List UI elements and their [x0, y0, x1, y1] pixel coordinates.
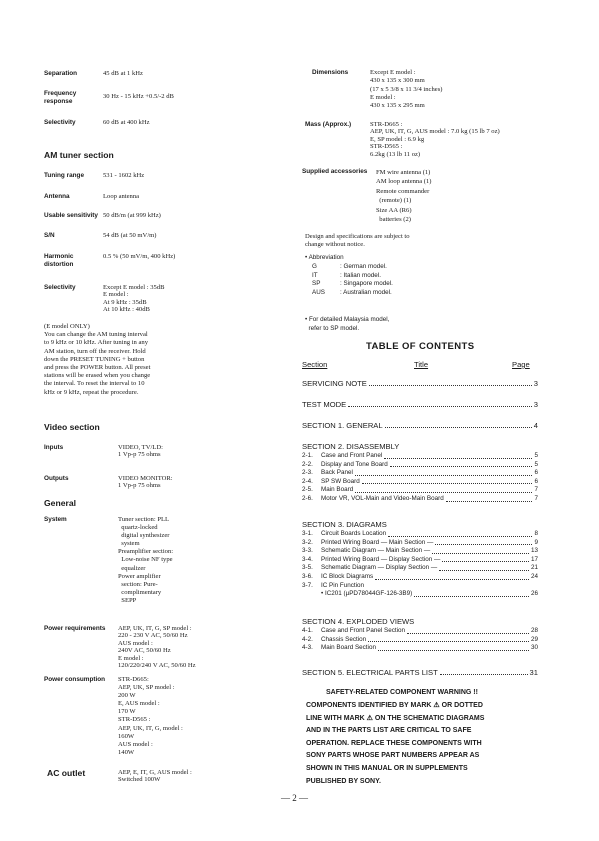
spec-label-system: System [44, 516, 67, 523]
toc-col-title: Title [414, 360, 429, 369]
general-heading: General [44, 498, 77, 508]
toc-group-heading[interactable]: SECTION 2. DISASSEMBLY [302, 442, 400, 451]
spec-label-selectivity: Selectivity [44, 119, 76, 126]
toc-col-page: Page [512, 360, 530, 369]
spec-label-power-requirements: Power requirements [44, 625, 106, 632]
safety-warning-body [306, 700, 484, 788]
spec-label-usable-sensitivity: Usable sensitivity [44, 212, 98, 219]
toc-item[interactable]: 2-5. Main Board 7 [302, 486, 538, 494]
spec-value-mass: STR-D665 : AEP, UK, IT, G, AUS model : 7.0 kg (15 lb 7 oz) E, SP model : 6.9 kg STR-D565 : 6.2kg (13 lb 11 oz) [370, 121, 500, 158]
toc-group-exploded-views [302, 627, 538, 653]
toc-group-diagrams [302, 530, 538, 599]
spec-label-mass: Mass (Approx.) [305, 121, 352, 128]
safety-warning-line: COMPONENTS IDENTIFIED BY MARK ⚠ OR DOTTED [306, 702, 483, 709]
toc-entry-section-5[interactable]: SECTION 5. ELECTRICAL PARTS LIST 31 [302, 668, 538, 677]
malaysia-note: • For detailed Malaysia model, refer to SP model. [305, 316, 390, 332]
toc-col-section: Section [302, 360, 328, 369]
spec-value-supplied-accessories: FM wire antenna (1) AM loop antenna (1) Remote commander (remote) (1) Size AA (R6) batteries (2) [376, 169, 432, 224]
spec-label-sn: S/N [44, 232, 55, 239]
spec-value-antenna: Loop antenna [103, 193, 140, 200]
toc-group-disassembly [302, 452, 538, 504]
toc-item[interactable]: 3-5. Schematic Diagram — Display Section — 21 [302, 564, 538, 572]
toc-item[interactable]: 3-2. Printed Wiring Board — Main Section — 9 [302, 538, 538, 546]
spec-value-system: Tuner section: PLL quartz-locked digital synthesizer system Preamplifier section: Low-noise NF type equalizer Power amplifier section: Pure- complimentary SEPP [118, 516, 174, 604]
toc-item[interactable]: 2-4. SP SW Board 6 [302, 477, 538, 485]
spec-label-outputs: Outputs [44, 475, 69, 482]
am-tuner-heading: AM tuner section [44, 150, 114, 160]
spec-value-selectivity: 60 dB at 400 kHz [103, 119, 150, 126]
toc-item[interactable]: 4-2. Chassis Section 29 [302, 635, 538, 643]
spec-label-ac-outlet: AC outlet [47, 768, 86, 778]
toc-entry-test-mode[interactable]: TEST MODE 3 [302, 400, 538, 409]
spec-value-harmonic-distortion: 0.5 % (50 mV/m, 400 kHz) [103, 253, 176, 260]
spec-value-am-selectivity: Except E model : 35dB E model : At 9 kHz : 35dB At 10 kHz : 40dB [103, 284, 165, 314]
design-note: Design and specifications are subject to change without notice. [305, 233, 410, 249]
safety-warning-line: PUBLISHED BY SONY. [306, 777, 381, 785]
toc-item[interactable]: 4-1. Case and Front Panel Section 28 [302, 627, 538, 634]
safety-warning-line: SONY PARTS WHOSE PART NUMBERS APPEAR AS [306, 752, 480, 760]
safety-warning-title: SAFETY-RELATED COMPONENT WARNING !! [326, 689, 478, 696]
toc-item[interactable]: 2-2. Display and Tone Board 5 [302, 460, 538, 468]
spec-label-antenna: Antenna [44, 193, 70, 200]
spec-value-ac-outlet: AEP, E, IT, G, AUS model : Switched 100W [118, 769, 192, 784]
toc-item[interactable]: 2-3. Back Panel 6 [302, 469, 538, 477]
toc-item[interactable]: 3-1. Circuit Boards Location 8 [302, 530, 538, 537]
spec-label-power-consumption: Power consumption [44, 676, 106, 683]
toc-group-heading[interactable]: SECTION 3. DIAGRAMS [302, 520, 387, 529]
toc-title: TABLE OF CONTENTS [366, 341, 475, 352]
spec-value-outputs: VIDEO MONITOR: 1 Vp-p 75 ohms [118, 475, 173, 490]
safety-warning-line: AND IN THE PARTS LIST ARE CRITICAL TO SAFE [306, 727, 472, 735]
spec-value-tuning-range: 531 - 1602 kHz [103, 172, 145, 179]
spec-label-frequency-response: Frequency response [44, 90, 77, 105]
toc-group-heading[interactable]: SECTION 4. EXPLODED VIEWS [302, 617, 415, 626]
safety-warning-line: LINE WITH MARK ⚠ ON THE SCHEMATIC DIAGRAMS [306, 714, 485, 722]
spec-label-am-selectivity: Selectivity [44, 284, 76, 291]
toc-item[interactable]: 4-3. Main Board Section 30 [302, 644, 538, 652]
toc-entry-servicing-note[interactable]: SERVICING NOTE 3 [302, 379, 538, 388]
abbreviation-item: AUS : Australian model. [312, 288, 392, 296]
toc-entry-section-1[interactable]: SECTION 1. GENERAL 4 [302, 421, 538, 430]
toc-item[interactable]: 3-4. Printed Wiring Board — Display Section — 17 [302, 555, 538, 563]
spec-label-supplied-accessories: Supplied accessories [302, 168, 368, 175]
spec-value-inputs: VIDEO, TV/LD: 1 Vp-p 75 ohms [118, 444, 163, 459]
toc-item[interactable]: 3-3. Schematic Diagram — Main Section — 13 [302, 547, 538, 555]
spec-value-separation: 45 dB at 1 kHz [103, 70, 143, 77]
abbreviation-item: SP : Singapore model. [312, 280, 393, 288]
abbreviation-item: G : German model. [312, 263, 387, 270]
abbreviation-list [312, 263, 393, 297]
abbreviation-item: IT : Italian model. [312, 271, 381, 279]
spec-label-dimensions: Dimensions [312, 69, 349, 76]
spec-value-sn: 54 dB (at 50 mV/m) [103, 232, 157, 239]
toc-item[interactable]: • IC201 (µPD78044GF-126-3B9) 26 [321, 590, 538, 598]
toc-item[interactable]: 2-6. Motor VR, VOL-Main and Video-Main Board 7 [302, 494, 538, 502]
spec-value-usable-sensitivity: 50 dB/m (at 999 kHz) [103, 212, 161, 219]
video-section-heading: Video section [44, 422, 100, 432]
toc-item[interactable]: 3-6. IC Block Diagrams 24 [302, 572, 538, 580]
safety-warning-line: OPERATION. REPLACE THESE COMPONENTS WITH [306, 739, 482, 747]
spec-label-separation: Separation [44, 70, 78, 77]
spec-value-dimensions: Except E model : 430 x 135 x 300 mm (17 x 5 3/8 x 11 3/4 inches) E model : 430 x 135 x 295 mm [370, 69, 443, 110]
safety-warning-line: SHOWN IN THIS MANUAL OR IN SUPPLEMENTS [306, 764, 468, 772]
abbreviation-title: • Abbreviation [305, 254, 344, 261]
e-model-note: (E model ONLY) You can change the AM tuning interval to 9 kHz or 10 kHz. After tuning in any AM station, turn off the receiver. Hold down the PRESET TUNING + button and press the POWER button. All preset stations will be erased when you change the interval. To reset the interval to 10 kHz or 9 kHz, repeat the procedure. [44, 323, 151, 396]
toc-item[interactable]: 2-1. Case and Front Panel 5 [302, 452, 538, 459]
spec-label-harmonic-distortion: Harmonic distortion [44, 253, 74, 268]
spec-label-tuning-range: Tuning range [44, 172, 84, 179]
spec-value-power-requirements: AEP, UK, IT, G, SP model : 220 - 230 V AC, 50/60 Hz AUS model : 240V AC, 50/60 Hz E model : 120/220/240 V AC, 50/60 Hz [118, 625, 196, 670]
spec-value-frequency-response: 30 Hz - 15 kHz +0.5/-2 dB [103, 93, 174, 100]
page-number: — 2 — [281, 793, 308, 803]
spec-value-power-consumption: STR-D665: AEP, UK, SP model : 200 W E, AUS model : 170 W STR-D565 : AEP, UK, IT, G, model : 160W AUS model : 140W [118, 676, 183, 756]
spec-label-inputs: Inputs [44, 444, 64, 451]
toc-item[interactable]: 3-7. IC Pin Function [302, 581, 365, 589]
